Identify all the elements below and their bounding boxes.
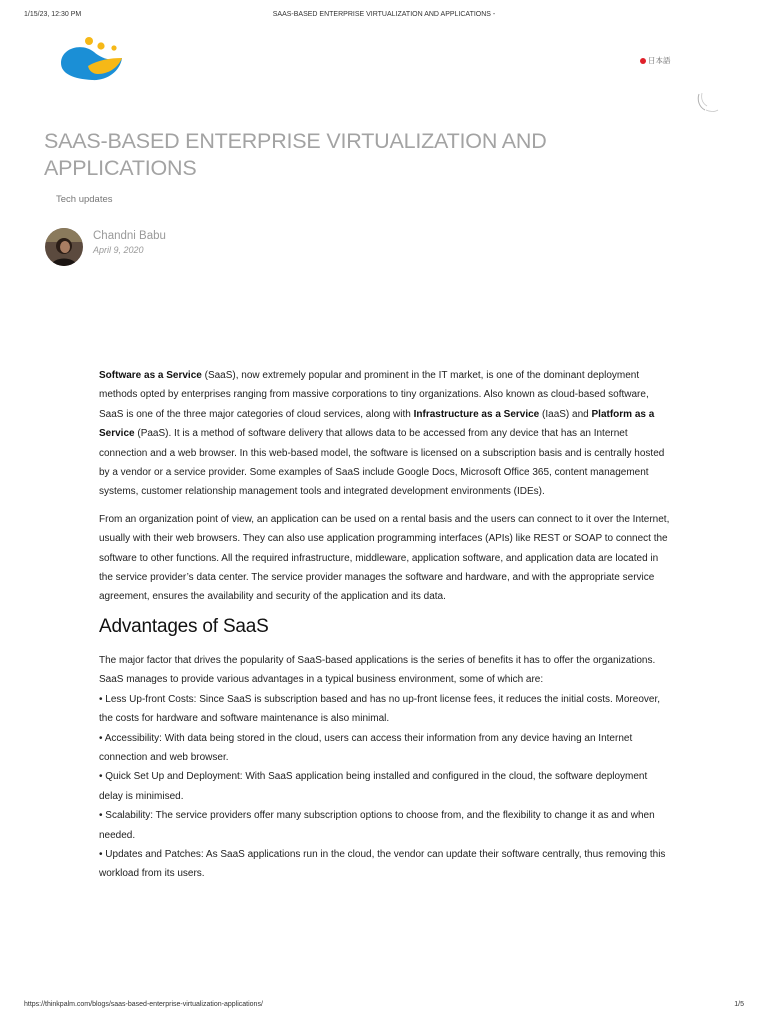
page-number: 1/5 xyxy=(734,1001,744,1008)
section-intro: The major factor that drives the popularity of SaaS-based applications is the series of benefits it has to offer the organizations. SaaS manages to provide various advantages in a typical business environment, some of which are: xyxy=(99,654,656,686)
article-body xyxy=(99,366,671,884)
paragraph: Software as a Service (SaaS), now extremely popular and prominent in the IT market, is one of the dominant deployment methods opted by enterprises ranging from massive corporations to tiny organizations. Also known as cloud-based software, SaaS is one of the three major categories of cloud services, along with Infrastructure as a Service (IaaS) and Platform as a Service (PaaS). It is a method of software delivery that allows data to be accessed from any device that has an Internet connection and a web browser. In this web-based model, the software is licensed on a subscription basis and is centrally hosted by a vendor or a service provider. Some examples of SaaS include Google Docs, Microsoft Office 365, content management systems, customer relationship management tools and integrated development environments (IDEs). xyxy=(99,370,665,498)
category-link[interactable]: Tech updates xyxy=(56,194,113,205)
list-item: • Quick Set Up and Deployment: With SaaS application being installed and configured in the cloud, the software deployment delay is minimised. xyxy=(99,771,648,802)
advantages-list xyxy=(99,690,671,884)
list-item: • Scalability: The service providers offer many subscription options to choose from, and the flexibility to change it as and when needed. xyxy=(99,810,655,841)
print-header xyxy=(24,11,744,23)
logo-dot xyxy=(97,42,104,49)
company-logo[interactable] xyxy=(58,36,126,82)
list-item: • Less Up-front Costs: Since SaaS is subscription based and has no up-front license fees, it reduces the initial costs. Moreover, the costs for hardware and software maintenance is also minimal. xyxy=(99,693,661,725)
logo-dot xyxy=(111,45,116,50)
list-item: • Accessibility: With data being stored in the cloud, users can access their information from any device having an Internet connection and web browser. xyxy=(99,732,633,763)
language-label: 日本語 xyxy=(648,56,671,65)
language-switch[interactable] xyxy=(640,55,671,66)
list-item: • Updates and Patches: As SaaS applications run in the cloud, the vendor can update their software centrally, thus removing this workload from its users. xyxy=(99,848,666,880)
publish-date: April 9, 2020 xyxy=(93,245,144,255)
saas-link[interactable]: Software as a Service xyxy=(99,370,202,381)
print-page-title: SAAS-BASED ENTERPRISE VIRTUALIZATION AND APPLICATIONS - xyxy=(272,11,496,18)
paas-link[interactable]: Platform as a Service xyxy=(99,408,655,440)
article-title: SAAS-BASED ENTERPRISE VIRTUALIZATION AND APPLICATIONS xyxy=(44,129,547,180)
japan-flag-icon xyxy=(640,58,646,64)
print-date: 1/15/23, 12:30 PM xyxy=(24,11,82,18)
iaas-link[interactable]: Infrastructure as a Service xyxy=(413,408,540,420)
print-footer xyxy=(24,1001,744,1011)
section-heading: Advantages of SaaS xyxy=(99,615,269,637)
author-name[interactable]: Chandni Babu xyxy=(93,230,166,242)
logo-dot xyxy=(85,37,93,45)
loading-spinner-icon xyxy=(694,90,720,116)
author-avatar[interactable] xyxy=(45,228,83,266)
paragraph: From an organization point of view, an application can be used on a rental basis and the users can connect to it over the Internet, usually with their web browsers. They can also use application programming interfaces (APIs) like REST or SOAP to connect the software to other functions. All the required infrastructure, middleware, application software, and application data are located in the service provider’s data center. The service provider manages the software and hardware, and with the appropriate service agreement, ensures the availability and security of the application and its data. xyxy=(99,513,670,603)
page-url: https://thinkpalm.com/blogs/saas-based-enterprise-virtualization-applications/ xyxy=(24,1001,263,1008)
